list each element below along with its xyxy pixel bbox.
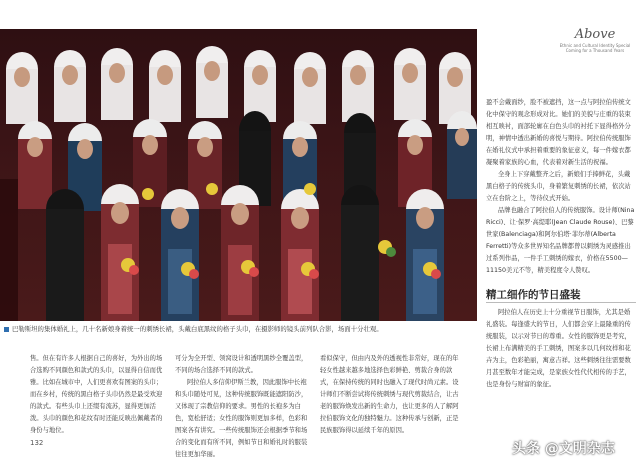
caption-text: 巴勒斯坦的集体婚礼上，几十名新娘身着统一的刺绣长裙，头戴白底黑纹的格子头巾，在摄影师的镜头前列队合影，场面十分壮观。: [12, 325, 383, 333]
watermark: 头条 @文明杂志: [512, 441, 615, 457]
wedding-group-photo: [0, 29, 477, 321]
right-paragraph: 阿拉伯人在历史上十分重视节日服饰，尤其是婚礼盛装。每逢盛大的节日，人们都会穿上最隆重的传统服装，以示对节日的尊重。女性的服饰更是考究，长裙上布满精美的手工刺绣，图案多以几何纹样和花卉为主，色彩艳丽，寓意吉祥。这些刺绣往往需要数月甚至数年才能完成，是家族女性代代相传的手艺，也是身份与财富的象征。: [486, 309, 631, 388]
right-paragraph: 盈不会戴面纱，脸不被遮挡，这一点与阿拉伯传统文化中保守的观念形成对比。她们的美貌与庄重的装束相互映衬，面部轮廓在白色头巾的衬托下显得格外分明，神情中透出新婚的喜悦与期待。阿拉伯传统服饰在婚礼仪式中承担着重要的象征意义，每一件嫁衣都凝聚着家族的心血，代表着对新生活的祝福。: [486, 99, 631, 166]
section-divider: [486, 302, 636, 303]
right-column-upper: [486, 97, 636, 274]
bottom-column-1: [30, 353, 164, 437]
bottom-column-3: [320, 353, 460, 437]
header-title: Above: [574, 27, 616, 42]
page-number: 132: [30, 439, 44, 447]
section-title: 精工细作的节日盛装: [486, 289, 581, 301]
body-paragraph: 可分为全开型、领窝设计和透明黑纱全覆盖型，不同的场合选择不同的款式。: [175, 355, 308, 374]
body-paragraph: 看似保守，但由内及外的透视性非常好，现在的年轻女性越来越多地选择色彩鲜艳、剪裁合身的款式，在保持传统的同时也融入了现代时尚元素。设计师们不断尝试将传统刺绣与现代剪裁结合，让古老的服饰焕发出新的生命力，也让更多的人了解阿拉伯服饰文化的独特魅力。这种传承与创新，正是民族服饰得以延续千年的原因。: [320, 355, 459, 434]
bottom-column-2: [175, 353, 309, 458]
body-paragraph: 阿拉伯人多信仰伊斯兰教，因此服饰中长袍和头巾随处可见，这种传统服饰既能遮阳防沙，又体现了宗教信仰的要求。男性的长袍多为白色，宽松舒适；女性的服饰则更加多样，色彩和图案各有讲究。一些传统服饰还会根据季节和场合的变化而有所不同，例如节日和婚礼时的服装往往更加华丽。: [175, 379, 308, 458]
back-row-figures: [6, 46, 471, 124]
caption-marker: [4, 327, 9, 332]
photo-caption: [4, 325, 476, 334]
right-column-lower: [486, 307, 636, 391]
photo-illustration: [0, 29, 477, 321]
header-subtitle: Ethnic and Cultural Identity Special Coming for a Thousand Years: [559, 43, 631, 53]
right-paragraph: 品牌也融合了阿拉伯人的传统服饰。设计师(Nina Ricci)、让·保罗·高缇耶(Jean Claude Rouse)、巴黎世家(Balenciaga)和阿尔伯塔·菲尔蒂(Alberta Ferretti)等众多世界知名品牌都曾以刺绣为灵感推出过系列作品，一件手工刺绣的嫁衣，价格在5500—11150美元不等，精美程度令人赞叹。: [486, 207, 635, 274]
right-paragraph: 全身上下穿戴整齐之后，新娘们手捧鲜花，头戴黑白格子的传统头巾，身着繁复刺绣的长裙，依次站立在台阶之上，等待仪式开始。: [486, 171, 631, 202]
body-paragraph: 售。但在有许多人根据自己的喜好，为外出的场合选购不同颜色和款式的头巾，以显得自信而优雅。比如在城市中，人们更喜欢有图案的头巾；而在乡村，传统的黑白格子头巾仍然是最受欢迎的款式。有些头巾上还缀有流苏，显得更加活泼。头巾的颜色和花纹有时还能反映出佩戴者的身份与地位。: [30, 355, 163, 434]
issue-header: [554, 28, 636, 53]
